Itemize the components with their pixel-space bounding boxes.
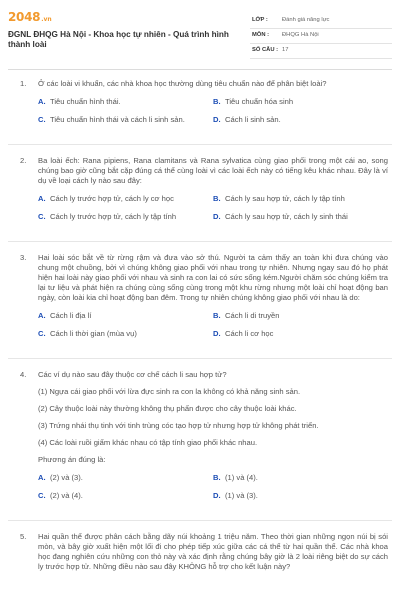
- option-text: (2) và (3).: [50, 473, 83, 483]
- answer-option-c[interactable]: [38, 329, 213, 339]
- question-number: 1.: [20, 79, 27, 88]
- answer-option-b[interactable]: [213, 97, 388, 107]
- question-text: Ba loài ếch: Rana pipiens, Rana clamitans và Rana sylvatica cùng giao phối trong một cái ao, song chúng bao giờ cũng bắt cặp đúng cá thể cùng loài vì các loài ếch này có tiếng kêu khác nhau. Đây là ví dụ về loại cách ly nào sau đây:: [38, 156, 388, 186]
- meta-label: LỚP :: [252, 17, 268, 23]
- meta-row-subject: [250, 29, 392, 44]
- answer-option-a[interactable]: [38, 194, 213, 204]
- option-text: Cách ly sau hợp tử, cách ly tập tính: [225, 194, 345, 204]
- question-5: [0, 532, 400, 572]
- answer-option-d[interactable]: [213, 115, 388, 125]
- question-number: 5.: [20, 532, 27, 542]
- option-letter: C.: [38, 491, 46, 501]
- logo-sub-text: .vn: [41, 16, 52, 23]
- question-2: [0, 156, 400, 230]
- answer-option-d[interactable]: [213, 212, 388, 222]
- meta-row-count: [250, 44, 392, 59]
- answer-option-c[interactable]: [38, 212, 213, 222]
- answer-option-d[interactable]: [213, 491, 388, 501]
- option-text: Tiêu chuẩn hình thái và cách li sinh sản.: [50, 115, 185, 125]
- option-letter: D.: [213, 329, 221, 339]
- answer-option-d[interactable]: [213, 329, 388, 339]
- question-1: [0, 79, 400, 133]
- option-text: Tiêu chuẩn hình thái.: [50, 97, 121, 107]
- option-letter: A.: [38, 311, 46, 321]
- option-letter: A.: [38, 97, 46, 107]
- site-logo[interactable]: [8, 10, 52, 23]
- option-letter: C.: [38, 115, 46, 125]
- question-text: Hai loài sóc bắt về từ rừng rậm và đưa vào sở thú. Người ta cảm thấy an toàn khi đưa chúng vào chung một chuồng, bởi vì chúng không giao phối với nhau trong tự nhiên. Nhưng ngay sau đó họ phát hiện hai loài này giao phối với nhau và sinh ra con lai có sức sống kém.Người chăm sóc chúng kiểm tra lại tư liệu và phát hiện ra chúng cùng sống cùng trong một khu rừng nhưng một loài chỉ hoạt động ban ngày, còn loài kia chỉ hoạt động ban đêm. Trong tự nhiên chúng không giao phối với nhau là do:: [38, 253, 388, 303]
- option-letter: A.: [38, 194, 46, 204]
- question-text: Hai quần thể được phân cách bằng dãy núi khoảng 1 triệu năm. Theo thời gian những ngọn núi bị sói mòn, và bây giờ xuất hiện một lối đi cho phép tiếp xúc giữa các cá thể từ hai quần thể. Các nhà khoa học đang nghiên cứu những con thỏ này và xác định rằng chúng bây giờ là 2 loài riêng biệt do sự cách ly trước hợp tử. Những điều nào sau đây KHÔNG hỗ trợ cho kết luận này?: [38, 532, 388, 572]
- meta-table: [250, 14, 392, 59]
- answer-options: [38, 311, 388, 347]
- option-letter: B.: [213, 311, 221, 321]
- option-text: Cách ly trước hợp tử, cách ly tập tính: [50, 212, 177, 222]
- option-letter: D.: [213, 491, 221, 501]
- option-text: Cách li địa lí: [50, 311, 92, 321]
- question-number: 2.: [20, 156, 27, 166]
- option-text: Cách ly sau hợp tử, cách ly sinh thái: [225, 212, 348, 222]
- question-text: Các ví dụ nào sau đây thuộc cơ chế cách li sau hợp tử?: [38, 370, 227, 380]
- option-text: (1) và (3).: [225, 491, 258, 501]
- answer-prompt: Phương án đúng là:: [38, 455, 106, 465]
- question-divider: [8, 520, 392, 521]
- option-text: (1) và (4).: [225, 473, 258, 483]
- question-list: [0, 79, 400, 583]
- question-divider: [8, 358, 392, 359]
- answer-option-b[interactable]: [213, 311, 388, 321]
- option-text: Cách ly trước hợp tử, cách ly cơ học: [50, 194, 174, 204]
- option-letter: D.: [213, 212, 221, 222]
- option-letter: B.: [213, 97, 221, 107]
- option-letter: C.: [38, 329, 46, 339]
- header-divider: [8, 69, 392, 70]
- statement-4: (4) Các loài ruồi giấm khác nhau có tập tính giao phối khác nhau.: [38, 438, 258, 448]
- answer-option-a[interactable]: [38, 311, 213, 321]
- answer-option-a[interactable]: [38, 473, 213, 483]
- meta-row-class: [250, 14, 392, 29]
- meta-value: Đánh giá năng lực: [282, 17, 330, 23]
- option-text: Cách li di truyền: [225, 311, 280, 321]
- option-text: Cách li thời gian (mùa vụ): [50, 329, 137, 339]
- meta-label: SỐ CÂU :: [252, 47, 279, 53]
- answer-options: [38, 97, 388, 133]
- option-letter: A.: [38, 473, 46, 483]
- meta-value: 17: [282, 47, 289, 53]
- question-4: [0, 370, 400, 509]
- meta-label: MÔN :: [252, 32, 270, 38]
- option-letter: B.: [213, 473, 221, 483]
- option-letter: B.: [213, 194, 221, 204]
- question-3: [0, 253, 400, 347]
- statement-2: (2) Cây thuộc loài này thường không thụ phấn được cho cây thuộc loài khác.: [38, 404, 297, 414]
- logo-main-text: 2048: [8, 10, 41, 24]
- option-text: Tiêu chuẩn hóa sinh: [225, 97, 294, 107]
- answer-option-c[interactable]: [38, 115, 213, 125]
- option-text: Cách li cơ học: [225, 329, 274, 339]
- document-header: [0, 0, 400, 68]
- answer-options: [38, 473, 388, 509]
- statement-1: (1) Ngựa cái giao phối với lừa đực sinh ra con la không có khả năng sinh sản.: [38, 387, 301, 397]
- question-text: Ở các loài vi khuẩn, các nhà khoa học thường dùng tiêu chuẩn nào để phân biệt loài?: [38, 79, 327, 88]
- answer-option-b[interactable]: [213, 473, 388, 483]
- option-text: (2) và (4).: [50, 491, 83, 501]
- answer-option-c[interactable]: [38, 491, 213, 501]
- question-divider: [8, 241, 392, 242]
- answer-options: [38, 194, 388, 230]
- option-letter: D.: [213, 115, 221, 125]
- question-divider: [8, 144, 392, 145]
- question-number: 3.: [20, 253, 27, 263]
- answer-option-a[interactable]: [38, 97, 213, 107]
- document-title: ĐGNL ĐHQG Hà Nội - Khoa học tự nhiên - Quá trình hình thành loài: [8, 30, 229, 50]
- answer-option-b[interactable]: [213, 194, 388, 204]
- meta-value: ĐHQG Hà Nội: [282, 32, 319, 38]
- statement-3: (3) Trứng nhái thụ tinh với tinh trùng cóc tạo hợp tử nhưng hợp tử không phát triển.: [38, 421, 319, 431]
- question-number: 4.: [20, 370, 27, 380]
- option-letter: C.: [38, 212, 46, 222]
- option-text: Cách li sinh sản.: [225, 115, 281, 125]
